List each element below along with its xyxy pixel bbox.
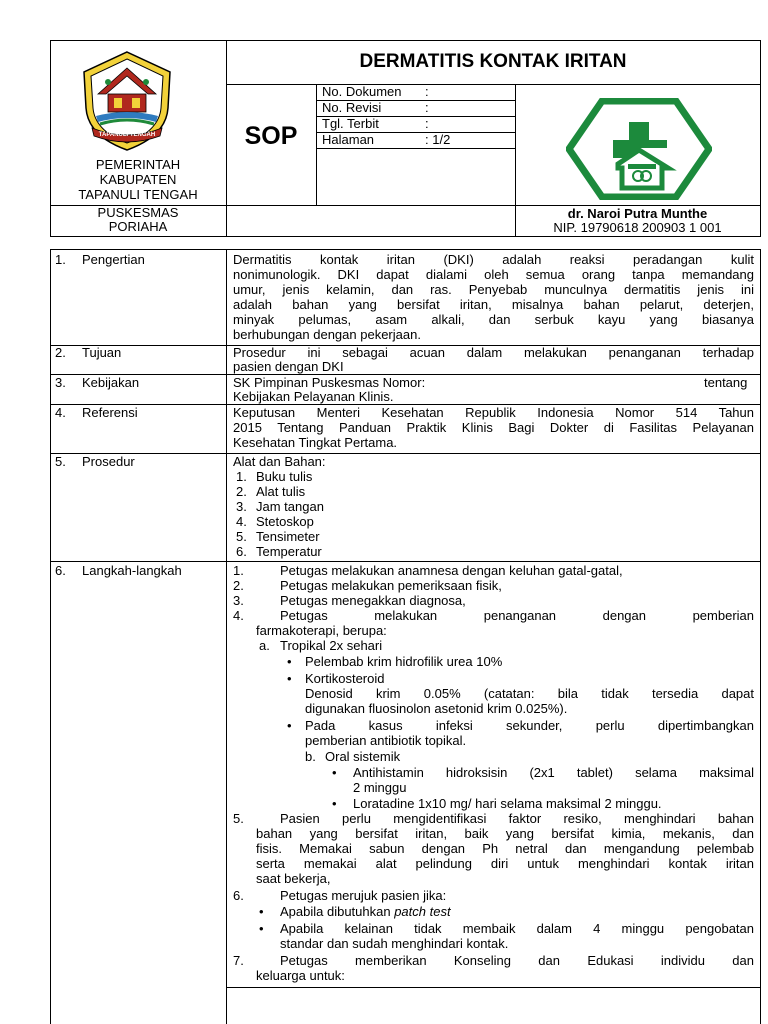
puskesmas-logo-icon xyxy=(566,98,712,200)
langkah-step-text-cont: farmakoterapi, berupa: xyxy=(256,623,387,638)
doc-field-value-nomor: : xyxy=(425,84,429,99)
tujuan-line-1: Prosedur ini sebagai acuan dalam melakukan penanganan terhadap xyxy=(233,345,754,360)
sub-label-b: b. xyxy=(305,749,316,764)
bullet-icon: • xyxy=(259,921,264,936)
row-num-tujuan: 2. xyxy=(55,345,66,360)
prosedur-item-text: Buku tulis xyxy=(256,469,313,484)
bullet-text-cont: Denosid krim 0.05% (catatan: bila tidak tersedia dapat xyxy=(305,686,754,701)
prosedur-item-num: 4. xyxy=(236,514,247,529)
row-num-kebijakan: 3. xyxy=(55,375,66,390)
bullet-icon: • xyxy=(332,765,337,780)
referensi-line-1: Keputusan Menteri Kesehatan Republik Indonesia Nomor 514 Tahun xyxy=(233,405,754,420)
puskesmas-line-1: PUSKESMAS xyxy=(97,205,179,220)
langkah-step-num: 6. xyxy=(233,888,244,903)
bullet-text-cont: digunakan fluosinolon asetonid krim 0.025%). xyxy=(305,701,568,716)
prosedur-item-num: 6. xyxy=(236,544,247,559)
pengertian-line-5: minyak pelumas, asam alkali, dan serbuk kayu yang biasanya xyxy=(233,312,754,327)
bullet-text xyxy=(280,905,451,920)
prosedur-item-num: 2. xyxy=(236,484,247,499)
referensi-line-3: Kesehatan Tingkat Pertama. xyxy=(233,435,398,450)
bullet-text-cont: 2 minggu xyxy=(353,780,407,795)
kebijakan-line-2: Kebijakan Pelayanan Klinis. xyxy=(233,389,394,404)
row-num-referensi: 4. xyxy=(55,405,66,420)
bullet-text: Loratadine 1x10 mg/ hari selama maksimal 2 minggu. xyxy=(353,796,662,811)
langkah-step-text-cont: bahan yang bersifat iritan, baik yang bersifat kimia, mekanis, dan xyxy=(256,826,754,841)
langkah-step-num: 5. xyxy=(233,811,244,826)
bullet-text-italic: patch test xyxy=(394,904,451,919)
pengertian-line-2: nonimunologik. DKI dapat dialami oleh semua orang tanpa memandang xyxy=(233,267,754,282)
bullet-icon: • xyxy=(287,718,292,733)
sub-text-a: Tropikal 2x sehari xyxy=(280,638,383,653)
bullet-text: Kortikosteroid xyxy=(305,671,385,686)
langkah-step-num: 7. xyxy=(233,953,244,968)
kebijakan-line-1-right: tentang xyxy=(704,375,748,390)
langkah-step-text: Petugas menegakkan diagnosa, xyxy=(280,593,466,608)
prosedur-item-text: Tensimeter xyxy=(256,529,320,544)
langkah-step-text-cont: keluarga untuk: xyxy=(256,968,345,983)
bullet-text: Pelembab krim hidrofilik urea 10% xyxy=(305,654,503,669)
gov-line-2: KABUPATEN xyxy=(99,172,177,187)
signer-nip: NIP. 19790618 200903 1 001 xyxy=(553,220,722,235)
langkah-step-text-cont: saat bekerja, xyxy=(256,871,331,886)
doc-field-label-nomor: No. Dokumen xyxy=(322,84,402,99)
prosedur-heading: Alat dan Bahan: xyxy=(233,454,326,469)
doc-field-label-terbit: Tgl. Terbit xyxy=(322,116,379,131)
row-label-prosedur: Prosedur xyxy=(82,454,135,469)
bullet-text-cont: pemberian antibiotik topikal. xyxy=(305,733,467,748)
pengertian-line-4: adalah bahan yang bersifat iritan, misalnya bahan pelarut, deterjen, xyxy=(233,297,754,312)
sub-label-a: a. xyxy=(259,638,270,653)
bullet-icon: • xyxy=(287,671,292,686)
tapanuli-tengah-emblem-icon xyxy=(78,50,176,152)
sub-text-b: Oral sistemik xyxy=(325,749,401,764)
langkah-step-num: 3. xyxy=(233,593,244,608)
langkah-step-text-cont: fisis. Memakai sabun dengan Ph netral dan mengandung pelembab xyxy=(256,841,754,856)
bullet-text: Antihistamin hidroksisin (2x1 tablet) selama maksimal xyxy=(353,765,754,780)
prosedur-item-text: Stetoskop xyxy=(256,514,314,529)
bullet-text: Pada kasus infeksi sekunder, perlu dipertimbangkan xyxy=(305,718,754,733)
doc-field-value-revisi: : xyxy=(425,100,429,115)
langkah-step-text: Petugas merujuk pasien jika: xyxy=(280,888,447,903)
langkah-step-num: 4. xyxy=(233,608,244,623)
row-num-langkah: 6. xyxy=(55,563,66,578)
pengertian-line-3: umur, jenis kelamin, dan ras. Penyebab munculnya dermatitis jenis ini xyxy=(233,282,754,297)
langkah-step-text-cont: serta memakai alat pelindung diri untuk menghindari kontak iritan xyxy=(256,856,754,871)
document-title: DERMATITIS KONTAK IRITAN xyxy=(359,51,627,72)
signer-name: dr. Naroi Putra Munthe xyxy=(567,206,708,221)
pengertian-line-1: Dermatitis kontak iritan (DKI) adalah reaksi peradangan kulit xyxy=(233,252,754,267)
gov-line-1: PEMERINTAH xyxy=(95,157,181,172)
gov-line-3: TAPANULI TENGAH xyxy=(78,187,198,202)
puskesmas-line-2: PORIAHA xyxy=(108,219,168,234)
langkah-step-text: Petugas melakukan anamnesa dengan keluhan gatal-gatal, xyxy=(280,563,623,578)
prosedur-item-num: 3. xyxy=(236,499,247,514)
doc-field-label-revisi: No. Revisi xyxy=(322,100,382,115)
bottom-rule xyxy=(226,987,761,988)
bullet-text-plain: Apabila dibutuhkan xyxy=(280,904,395,919)
row-label-referensi: Referensi xyxy=(82,405,138,420)
sop-label: SOP xyxy=(244,122,298,150)
row-num-prosedur: 5. xyxy=(55,454,66,469)
bullet-icon: • xyxy=(259,904,264,919)
row-label-pengertian: Pengertian xyxy=(82,252,145,267)
langkah-step-text: Pasien perlu mengidentifikasi faktor resiko, menghindari bahan xyxy=(280,811,754,826)
logo-ribbon-text: TAPANULI TENGAH xyxy=(98,132,156,138)
langkah-step-num: 1. xyxy=(233,563,244,578)
langkah-step-num: 2. xyxy=(233,578,244,593)
doc-field-value-halaman: : 1/2 xyxy=(425,132,451,147)
langkah-step-text: Petugas memberikan Konseling dan Edukasi individu dan xyxy=(280,953,754,968)
bullet-icon: • xyxy=(287,654,292,669)
row-label-langkah: Langkah-langkah xyxy=(82,563,182,578)
referensi-line-2: 2015 Tentang Panduan Praktik Klinis Bagi Dokter di Fasilitas Pelayanan xyxy=(233,420,754,435)
prosedur-item-text: Temperatur xyxy=(256,544,322,559)
langkah-step-text: Petugas melakukan pemeriksaan fisik, xyxy=(280,578,502,593)
kebijakan-line-1-left: SK Pimpinan Puskesmas Nomor: xyxy=(233,375,426,390)
row-label-tujuan: Tujuan xyxy=(82,345,122,360)
bullet-text: Apabila kelainan tidak membaik dalam 4 minggu pengobatan xyxy=(280,921,754,936)
doc-field-value-terbit: : xyxy=(425,116,429,131)
bullet-text-cont: standar dan sudah menghindari kontak. xyxy=(280,936,509,951)
prosedur-item-text: Jam tangan xyxy=(256,499,324,514)
prosedur-item-num: 1. xyxy=(236,469,247,484)
row-label-kebijakan: Kebijakan xyxy=(82,375,140,390)
prosedur-item-text: Alat tulis xyxy=(256,484,306,499)
pengertian-line-6: berhubungan dengan pekerjaan. xyxy=(233,327,421,342)
bullet-icon: • xyxy=(332,796,337,811)
row-num-pengertian: 1. xyxy=(55,252,66,267)
langkah-step-text: Petugas melakukan penanganan dengan pemberian xyxy=(280,608,754,623)
doc-field-label-halaman: Halaman xyxy=(322,132,375,147)
prosedur-item-num: 5. xyxy=(236,529,247,544)
tujuan-line-2: pasien dengan DKI xyxy=(233,359,344,374)
